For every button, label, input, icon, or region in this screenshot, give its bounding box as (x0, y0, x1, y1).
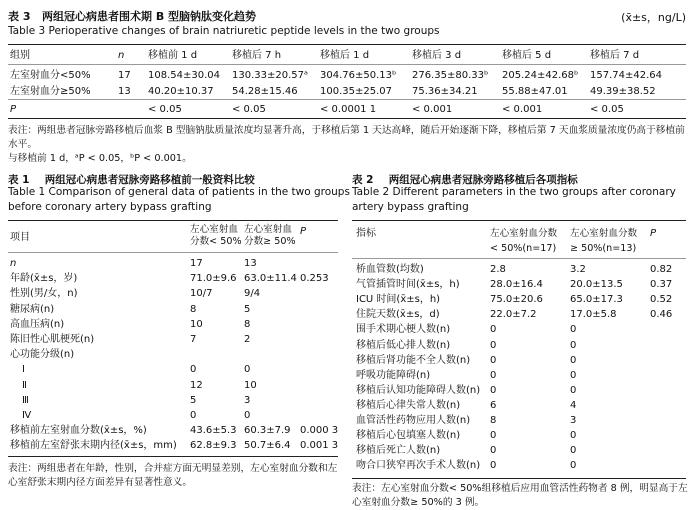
table1-cell: 0.000 3 (300, 425, 339, 437)
table1-cell: 60.3±7.9 (244, 425, 291, 437)
table2-header-group1-line2: < 50%(n=17) (490, 243, 557, 254)
table2-cell: 0 (490, 445, 497, 457)
table2-cell: 0 (570, 430, 577, 442)
table1-title-en (8, 185, 350, 215)
table3-cell: < 0.05 (590, 104, 624, 115)
table2-bottom-rule (352, 478, 686, 479)
table2-cell: 0 (570, 324, 577, 336)
table3-cell: < 0.001 (502, 104, 543, 115)
table1-title-en-line1: Table 1 Comparison of general data of patients in the two groups (8, 186, 350, 198)
table1-cell: 7 (190, 334, 197, 345)
table1-cell: 10 (190, 318, 203, 330)
table1-cell: 17 (190, 258, 203, 269)
table3-note-line1: 表注：两组患者冠脉旁路移植后血浆 B 型脑钠肽质量浓度均显著升高，于移植后第 1 天达高峰，随后开始逐渐下降，移植后第 7 天血浆质量浓度仍高于移植前水平。 (8, 125, 685, 150)
table1-cell: 13 (244, 258, 257, 269)
table1-label: 表 1 (8, 174, 30, 186)
table1-cell: 9/4 (244, 288, 261, 300)
table3-title-cn: 两组冠心病患者围术期 B 型脑钠肽变化趋势 (41, 10, 257, 23)
table3-note-line2: 与移植前 1 d，ᵃP < 0.05，ᵇP < 0.001。 (8, 153, 192, 164)
table2-cell: 0 (570, 460, 577, 472)
table2-cell: 65.0±17.3 (570, 294, 623, 306)
table2-cell: 0 (490, 369, 497, 381)
table1-title-en-line2: before coronary artery bypass grafting (8, 201, 212, 213)
table2-cell: 0 (570, 339, 577, 351)
table1-cell: 10 (244, 379, 257, 391)
table2-cell: 28.0±16.4 (490, 279, 543, 291)
table3-cell: 左室射血分≥50% (10, 86, 91, 97)
table1-cell: 0 (244, 410, 251, 421)
table2-header-item: 指标 (356, 228, 376, 239)
table2-note-line1: 表注：左心室射血分数< 50%组移植后应用血管活性药物者 8 例，明显高于左 (352, 483, 688, 494)
table3-cell: 130.33±20.57ᵃ (232, 70, 308, 81)
table3-cell: 左室射血分<50% (10, 70, 91, 81)
table3-cell: P (10, 104, 17, 115)
table3-cell: 157.74±42.64 (590, 70, 662, 81)
table1-note (8, 462, 342, 490)
table3-header-cell: 移植后 7 d (590, 50, 640, 61)
table3-note (8, 124, 688, 166)
table1-cell: 62.8±9.3 (190, 440, 237, 452)
table1-cell: Ⅲ (22, 394, 29, 406)
table2-cell: 移植后认知功能障碍人数(n) (356, 384, 481, 396)
table1-cell: 50.7±6.4 (244, 440, 291, 452)
table2-cell: 17.0±5.8 (570, 309, 617, 321)
table1-top-rule (8, 220, 338, 221)
table1-cell: 43.6±5.3 (190, 425, 237, 437)
table1-cell: 性别(男/女，n) (10, 288, 78, 300)
table3-label: 表 3 (8, 10, 31, 23)
table2-cell: 呼吸功能障碍(n) (356, 369, 431, 381)
table2-cell: 移植后肾功能不全人数(n) (356, 354, 471, 366)
table3-header-cell: 移植后 7 h (232, 50, 282, 61)
table1-cell: 8 (244, 318, 251, 330)
table2-top-rule (352, 220, 686, 221)
table2-cell: 0 (570, 354, 577, 366)
table3-header-cell: 组别 (10, 50, 30, 61)
table3-cell: < 0.001 (412, 104, 453, 115)
table1-cell: 年龄(x̄±s，岁) (10, 273, 78, 285)
table2-cell: 0 (570, 384, 577, 396)
table3-cell: 75.36±34.21 (412, 86, 478, 97)
table1-cell: 8 (190, 303, 197, 315)
table1-cell: 糖尿病(n) (10, 303, 55, 315)
table2-title-cn: 两组冠心病患者冠脉旁路移植后各项指标 (388, 174, 578, 186)
table3-cell: < 0.05 (148, 104, 182, 115)
table1-header-group1 (190, 224, 242, 248)
table2-cell: 0 (490, 354, 497, 366)
table3-cell: 17 (118, 70, 131, 81)
table1-cell: 高血压病(n) (10, 318, 65, 330)
table2-header-rule (352, 258, 686, 259)
table1-cell: 10/7 (190, 288, 213, 300)
table1-cell: 0 (190, 364, 197, 376)
table3-cell: 100.35±25.07 (320, 86, 392, 97)
table1-cell: 移植前左室射血分数(x̄±s，%) (10, 425, 147, 437)
table3-top-rule (8, 44, 686, 45)
table2-note (352, 482, 692, 510)
table3-cell: 205.24±42.68ᵇ (502, 70, 579, 81)
table1-bottom-rule (8, 456, 338, 457)
table1-cell: 5 (190, 394, 197, 406)
table2-cell: 0 (490, 460, 497, 472)
table1-cell: 2 (244, 334, 251, 345)
table1-header-group2-line1: 左心室射血 (244, 224, 292, 235)
table2-header-group2-line2: ≥ 50%(n=13) (570, 243, 637, 254)
table3-header-rule (8, 64, 686, 65)
table2-cell: 气管插管时间(x̄±s，h) (356, 279, 460, 291)
table1-cell: Ⅰ (22, 364, 25, 376)
table1-cell: 0.253 (300, 273, 329, 285)
table1-cell: 陈旧性心肌梗死(n) (10, 334, 95, 345)
table1-note-line2: 心室舒张末期内径方面差异有显著性意义。 (8, 477, 193, 488)
table3-header-cell: 移植后 3 d (412, 50, 462, 61)
table2-cell: ICU 时间(x̄±s，h) (356, 294, 441, 306)
table1-cell: 移植前左室舒张末期内径(x̄±s，mm) (10, 440, 177, 452)
table3-title (8, 8, 256, 24)
table2-cell: 2.8 (490, 264, 506, 275)
table1-cell: 心功能分级(n) (10, 349, 75, 361)
table3-title-en: Table 3 Perioperative changes of brain natriuretic peptide levels in the two groups (8, 25, 440, 37)
table2-cell: 75.0±20.6 (490, 294, 543, 306)
table2-cell: 0 (490, 430, 497, 442)
table2-header-group1 (490, 226, 557, 256)
table2-cell: 移植后死亡人数(n) (356, 445, 441, 457)
table2-cell: 0.46 (650, 309, 673, 321)
table2-cell: 6 (490, 399, 497, 411)
table3-cell: 49.39±38.52 (590, 86, 656, 97)
table3-cell: < 0.05 (232, 104, 266, 115)
table2-cell: 8 (490, 415, 497, 426)
table2-label: 表 2 (352, 174, 374, 186)
table3-bottom-rule (8, 118, 686, 119)
table2-title-en-line1: Table 2 Different parameters in the two groups after coronary (352, 186, 676, 198)
table2-cell: 0.52 (650, 294, 673, 306)
table3-cell: 13 (118, 86, 131, 97)
table2-cell: 桥血管数(均数) (356, 264, 424, 275)
table2-cell: 20.0±13.5 (570, 279, 623, 291)
table2-cell: 0.82 (650, 264, 673, 275)
table2-cell: 3 (570, 415, 577, 426)
table1-header-rule (8, 252, 338, 253)
table1-cell: Ⅳ (22, 410, 32, 421)
table2-cell: 3.2 (570, 264, 586, 275)
table1-note-line1: 表注：两组患者在年龄，性别，合并症方面无明显差别，左心室射血分数和左 (8, 463, 338, 474)
table1-cell: 5 (244, 303, 251, 315)
table2-cell: 4 (570, 399, 577, 411)
table1-cell: 12 (190, 379, 203, 391)
table1-cell: 3 (244, 394, 251, 406)
table1-cell: 0 (190, 410, 197, 421)
table3-cell: 40.20±10.37 (148, 86, 214, 97)
table3-header-cell: 移植后 5 d (502, 50, 552, 61)
table2-header-group1-line1: 左心室射血分数 (490, 228, 558, 239)
table3-header-cell: n (118, 50, 125, 61)
table2-cell: 0 (490, 339, 497, 351)
table3-row-rule (8, 99, 686, 100)
table1-cell: 71.0±9.6 (190, 273, 237, 285)
table3-cell: 108.54±30.04 (148, 70, 220, 81)
table2-cell: 移植后低心排人数(n) (356, 339, 451, 351)
table1-header-group1-line2: 分数< 50% (190, 236, 242, 247)
table2-cell: 移植后心律失常人数(n) (356, 399, 461, 411)
table1-cell: n (10, 258, 17, 269)
table2-header-group2-line1: 左心室射血分数 (570, 228, 638, 239)
table1-cell: Ⅱ (22, 379, 27, 391)
table3-cell: 304.76±50.13ᵇ (320, 70, 397, 81)
table1-header-item: 项目 (10, 232, 30, 243)
table1-header-group2 (244, 224, 296, 248)
table1-cell: 0.001 3 (300, 440, 339, 452)
table3-cell: 276.35±80.33ᵇ (412, 70, 489, 81)
table3-cell: < 0.0001 1 (320, 104, 377, 115)
table3-header-cell: 移植前 1 d (148, 50, 198, 61)
table1-cell: 63.0±11.4 (244, 273, 297, 285)
table2-cell: 血管活性药物应用人数(n) (356, 415, 471, 426)
table2-cell: 0 (490, 324, 497, 336)
table2-cell: 吻合口狭窄再次手术人数(n) (356, 460, 481, 472)
table1-header-p: P (300, 226, 307, 237)
table2-header-group2 (570, 226, 637, 256)
table2-header-p: P (650, 228, 657, 239)
table1-header-group2-line2: 分数≥ 50% (244, 236, 296, 247)
table2-cell: 0 (570, 369, 577, 381)
table3-unit: (x̄±s，ng/L) (621, 11, 686, 24)
table2-title-en (352, 185, 676, 215)
table2-cell: 移植后心包填塞人数(n) (356, 430, 461, 442)
table3-header-cell: 移植后 1 d (320, 50, 370, 61)
table2-cell: 0.37 (650, 279, 673, 291)
table2-cell: 住院天数(x̄±s，d) (356, 309, 440, 321)
table2-title-en-line2: artery bypass grafting (352, 201, 469, 213)
table2-cell: 22.0±7.2 (490, 309, 537, 321)
table1-cell: 0 (244, 364, 251, 376)
table3-cell: 55.88±47.01 (502, 86, 568, 97)
table2-note-line2: 心室射血分数≥ 50%的 3 例。 (352, 497, 485, 508)
table2-cell: 0 (490, 384, 497, 396)
table2-cell: 0 (570, 445, 577, 457)
table2-cell: 围手术期心梗人数(n) (356, 324, 451, 336)
table3-cell: 54.28±15.46 (232, 86, 298, 97)
table1-title-cn: 两组冠心病患者冠脉旁路移植前一般资料比较 (44, 174, 255, 186)
table1-header-group1-line1: 左心室射血 (190, 224, 238, 235)
